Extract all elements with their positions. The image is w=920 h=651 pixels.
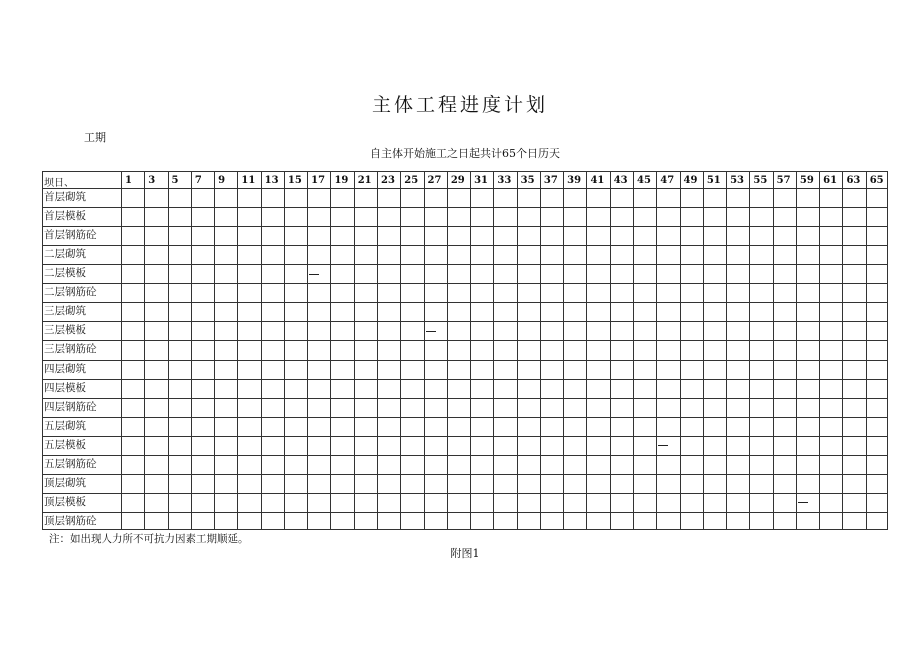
- schedule-bar: [309, 274, 319, 275]
- footnote: 注：如出现人力所不可抗力因素工期顺延。: [49, 533, 249, 545]
- day-column-header: 19: [334, 175, 349, 186]
- row-divider: [43, 493, 887, 494]
- row-divider: [43, 264, 887, 265]
- day-column-header: 39: [567, 175, 582, 186]
- document-title: 主体工程进度计划: [371, 94, 548, 116]
- day-column-header: 35: [520, 175, 535, 186]
- row-divider: [43, 360, 887, 361]
- day-column-header: 41: [590, 175, 605, 186]
- day-column-header: 21: [357, 175, 372, 186]
- column-divider: [377, 172, 378, 529]
- day-column-header: 53: [730, 175, 744, 186]
- column-divider: [540, 172, 541, 529]
- subtitle: 自主体开始施工之日起共计65个日历天: [370, 147, 560, 160]
- row-divider: [43, 188, 887, 189]
- row-label: 三层模板: [44, 324, 86, 337]
- column-divider: [144, 172, 145, 529]
- row-divider: [43, 245, 887, 246]
- row-label: 四层钢筋砼: [44, 400, 97, 413]
- day-column-header: 9: [218, 175, 226, 186]
- schedule-bar: [658, 445, 668, 446]
- column-divider: [168, 172, 169, 529]
- column-divider: [586, 172, 587, 529]
- day-column-header: 49: [683, 175, 698, 186]
- column-divider: [726, 172, 727, 529]
- day-column-header: 63: [846, 175, 861, 186]
- row-label: 五层模板: [44, 438, 86, 451]
- row-divider: [43, 302, 887, 303]
- row-label: 顶层钢筋砼: [44, 514, 97, 527]
- row-divider: [43, 474, 887, 475]
- day-column-header: 31: [474, 175, 488, 186]
- row-divider: [43, 379, 887, 380]
- day-column-header: 59: [799, 175, 814, 186]
- row-divider: [43, 512, 887, 513]
- column-divider: [191, 172, 192, 529]
- column-divider: [307, 172, 308, 529]
- appendix-label: 附图1: [450, 547, 480, 560]
- row-label: 四层砌筑: [44, 362, 86, 375]
- day-column-header: 43: [613, 175, 628, 186]
- row-divider: [43, 321, 887, 322]
- row-label: 顶层模板: [44, 495, 86, 508]
- column-divider: [866, 172, 867, 529]
- column-divider: [656, 172, 657, 529]
- day-column-header: 61: [823, 175, 838, 186]
- day-column-header: 3: [148, 175, 156, 186]
- column-divider: [563, 172, 564, 529]
- column-divider: [447, 172, 448, 529]
- column-divider: [749, 172, 750, 529]
- day-column-header: 5: [171, 175, 179, 186]
- row-divider: [43, 226, 887, 227]
- row-label: 五层钢筋砼: [44, 457, 97, 470]
- day-column-header: 47: [660, 175, 675, 186]
- row-divider: [43, 398, 887, 399]
- column-divider: [400, 172, 401, 529]
- day-column-header: 11: [241, 175, 256, 186]
- column-divider: [354, 172, 355, 529]
- row-divider: [43, 207, 887, 208]
- column-divider: [796, 172, 797, 529]
- schedule-bar: [426, 331, 436, 332]
- schedule-grid: [42, 171, 888, 530]
- row-label: 四层模板: [44, 381, 86, 394]
- column-divider: [284, 172, 285, 529]
- row-divider: [43, 340, 887, 341]
- day-column-header: 51: [706, 175, 721, 186]
- column-divider: [842, 172, 843, 529]
- period-label: 工期: [84, 131, 106, 144]
- day-column-header: 25: [404, 175, 419, 186]
- day-column-header: 37: [543, 175, 558, 186]
- row-label: 顶层砌筑: [44, 476, 86, 489]
- day-column-header: 1: [125, 175, 132, 186]
- column-divider: [470, 172, 471, 529]
- row-label: 三层砌筑: [44, 305, 86, 318]
- row-divider: [43, 417, 887, 418]
- row-divider: [43, 436, 887, 437]
- column-divider: [819, 172, 820, 529]
- column-divider: [214, 172, 215, 529]
- column-divider: [493, 172, 494, 529]
- day-column-header: 65: [869, 175, 884, 186]
- day-column-header: 57: [776, 175, 791, 186]
- day-column-header: 29: [450, 175, 465, 186]
- column-divider: [517, 172, 518, 529]
- row-label: 首层砌筑: [44, 191, 86, 203]
- column-divider: [121, 172, 122, 529]
- column-divider: [330, 172, 331, 529]
- column-divider: [680, 172, 681, 529]
- day-column-header: 45: [637, 175, 651, 186]
- day-column-header: 15: [287, 175, 302, 186]
- row-label: 首层模板: [44, 210, 86, 223]
- column-divider: [424, 172, 425, 529]
- day-column-header: 7: [194, 175, 202, 186]
- column-divider: [703, 172, 704, 529]
- day-column-header: 55: [753, 175, 768, 186]
- header-label: 坝日、: [44, 178, 74, 189]
- row-label: 二层砌筑: [44, 248, 86, 261]
- day-column-header: 27: [427, 175, 442, 186]
- row-divider: [43, 283, 887, 284]
- day-column-header: 23: [381, 175, 395, 186]
- schedule-bar: [798, 502, 808, 503]
- row-label: 三层钢筋砼: [44, 343, 97, 356]
- row-label: 五层砌筑: [44, 419, 86, 432]
- column-divider: [261, 172, 262, 529]
- day-column-header: 17: [311, 175, 326, 186]
- row-label: 首层钢筋砼: [44, 229, 97, 242]
- day-column-header: 33: [497, 175, 512, 186]
- column-divider: [237, 172, 238, 529]
- day-column-header: 13: [264, 175, 279, 186]
- row-label: 二层模板: [44, 267, 86, 280]
- column-divider: [633, 172, 634, 529]
- column-divider: [773, 172, 774, 529]
- row-label: 二层钢筋砼: [44, 286, 97, 299]
- row-divider: [43, 455, 887, 456]
- column-divider: [610, 172, 611, 529]
